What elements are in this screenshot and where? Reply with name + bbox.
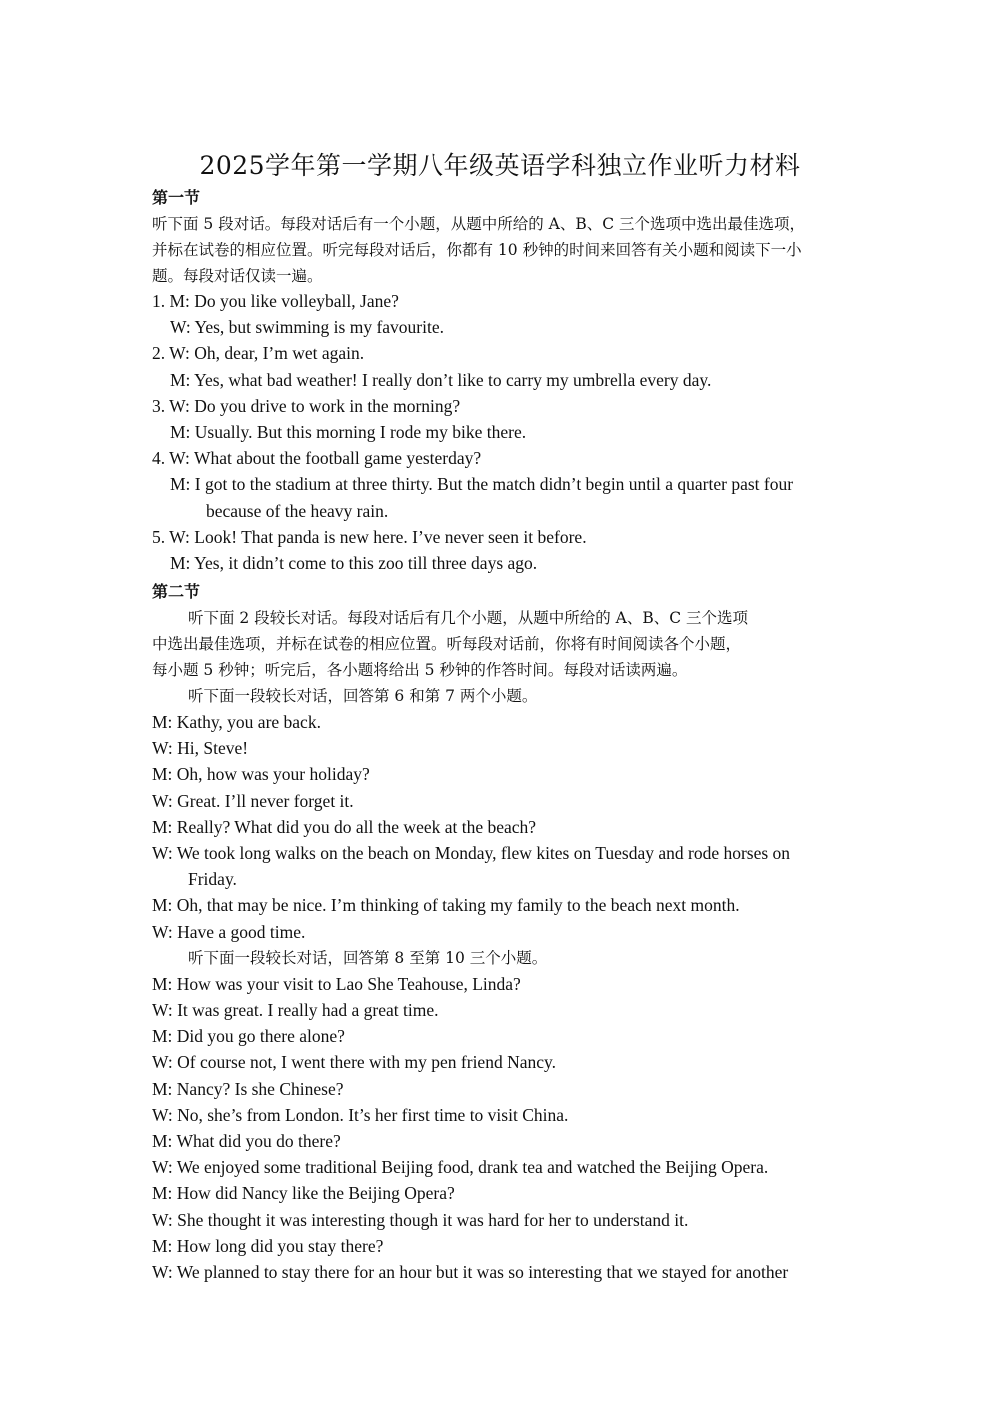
dialogue-line-continuation: because of the heavy rain. — [206, 500, 389, 521]
dialogue-line-text: M: I got to the stadium at three thirty. But the match didn’t begin until a quarter past four — [170, 474, 794, 495]
dialogue-line: 5. W: Look! That panda is new here. I’ve never seen it before. — [152, 526, 587, 547]
instruction-line: 中选出最佳选项，并标在试卷的相应位置。听每段对话前，你将有时间阅读各个小题， — [152, 635, 742, 653]
dialogue-line: M: Did you go there alone? — [152, 1026, 345, 1047]
dialogue-line: W: Of course not, I went there with my pen friend Nancy. — [152, 1052, 556, 1073]
dialogue-line: M: Yes, it didn’t come to this zoo till three days ago. — [170, 553, 538, 574]
dialogue-line-text: W: We took long walks on the beach on Monday, flew kites on Tuesday and rode horses on — [152, 843, 791, 864]
instruction-line: 题。每段对话仅读一遍。 — [152, 267, 323, 285]
dialogue-line: M: How was your visit to Lao She Teahouse, Linda? — [152, 973, 521, 994]
dialogue-line: M: How did Nancy like the Beijing Opera? — [152, 1183, 455, 1204]
dialogue-line-continuation: Friday. — [188, 869, 237, 890]
section-1-dialogues — [152, 288, 852, 576]
dialogue-line: M: How long did you stay there? — [152, 1235, 384, 1256]
dialogue-line: 1. M: Do you like volleyball, Jane? — [152, 291, 399, 311]
dialogue-line: W: Yes, but swimming is my favourite. — [170, 317, 445, 338]
dialogue-line: W: No, she’s from London. It’s her first time to visit China. — [152, 1104, 569, 1125]
dialogue-line: M: What did you do there? — [152, 1131, 341, 1152]
section-2-heading: 第二节 — [152, 582, 201, 601]
dialog-2 — [152, 971, 852, 1285]
dialogue-line: W: It was great. I really had a great time. — [152, 1000, 439, 1021]
dialogue-line: M: Really? What did you do all the week at the beach? — [152, 816, 537, 837]
dialog-1 — [152, 709, 852, 945]
dialogue-line: M: Oh, that may be nice. I’m thinking of taking my family to the beach next month. — [152, 895, 740, 916]
dialogue-line: 4. W: What about the football game yesterday? — [152, 448, 482, 469]
dialog-2-intro: 听下面一段较长对话，回答第 8 至第 10 三个小题。 — [188, 948, 548, 967]
section-2 — [152, 579, 852, 1285]
dialogue-line: M: Yes, what bad weather! I really don’t like to carry my umbrella every day. — [170, 369, 712, 390]
dialogue-line: 3. W: Do you drive to work in the morning? — [152, 395, 461, 416]
section-1-heading: 第一节 — [152, 188, 201, 207]
instruction-line: 听下面 2 段较长对话。每段对话后有几个小题，从题中所给的 A、B、C 三个选项 — [188, 609, 749, 627]
section-2-instructions — [152, 605, 852, 709]
dialogue-line: M: Oh, how was your holiday? — [152, 764, 370, 785]
dialog-1-intro: 听下面一段较长对话，回答第 6 和第 7 两个小题。 — [188, 687, 538, 705]
instruction-line: 听下面 5 段对话。每段对话后有一个小题，从题中所给的 A、B、C 三个选项中选出最佳选项， — [152, 215, 806, 233]
dialogue-line: W: She thought it was interesting though it was hard for her to understand it. — [152, 1209, 689, 1230]
instruction-line: 并标在试卷的相应位置。听完每段对话后，你都有 10 秒钟的时间来回答有关小题和阅读下一小 — [152, 241, 802, 259]
dialogue-line: W: We planned to stay there for an hour but it was so interesting that we stayed for another — [152, 1262, 789, 1283]
dialogue-line — [152, 840, 852, 892]
instruction-line: 每小题 5 秒钟；听完后，各小题将给出 5 秒钟的作答时间。每段对话读两遍。 — [152, 661, 688, 679]
dialogue-line: 2. W: Oh, dear, I’m wet again. — [152, 343, 365, 364]
section-1-instructions — [152, 211, 852, 289]
dialogue-line: W: Great. I’ll never forget it. — [152, 790, 354, 811]
dialogue-line: M: Usually. But this morning I rode my bike there. — [170, 422, 527, 443]
dialogue-line: W: We enjoyed some traditional Beijing food, drank tea and watched the Beijing Opera. — [152, 1157, 769, 1178]
document-title: 2025学年第一学期八年级英语学科独立作业听力材料 — [199, 151, 801, 180]
dialogue-line: M: Nancy? Is she Chinese? — [152, 1078, 344, 1099]
dialogue-line: W: Hi, Steve! — [152, 738, 249, 759]
dialogue-line: M: Kathy, you are back. — [152, 712, 321, 732]
dialogue-line: W: Have a good time. — [152, 921, 306, 942]
section-1 — [152, 185, 852, 576]
dialogue-line — [152, 471, 852, 523]
